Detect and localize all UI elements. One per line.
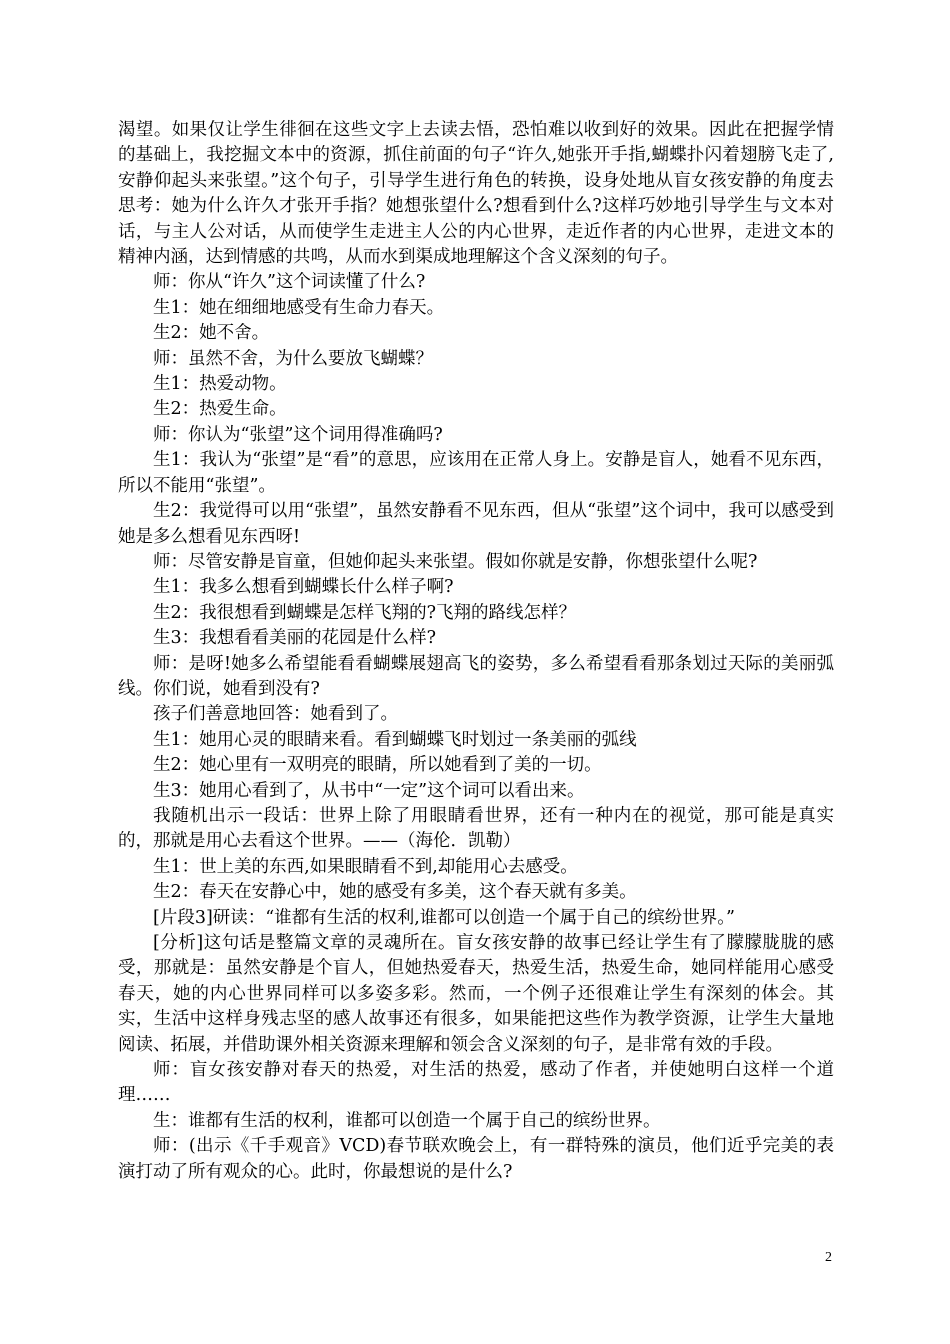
paragraph: 生2：她心里有一双明亮的眼睛，所以她看到了美的一切。 — [153, 755, 602, 776]
paragraph: 师：(出示《千手观音》VCD)春节联欢晚会上，有一群特殊的演员，他们近乎完美的表演打动了所有观众的心。此时，你最想说的是什么? — [118, 1136, 834, 1182]
paragraph: 生2：我觉得可以用“张望”，虽然安静看不见东西，但从“张望”这个词中，我可以感受到她是多么想看见东西呀! — [118, 501, 834, 547]
paragraph: 师：你认为“张望”这个词用得准确吗? — [153, 424, 443, 445]
paragraph: [片段3]研读：“谁都有生活的权利,谁都可以创造一个属于自己的缤纷世界。” — [153, 907, 735, 928]
paragraph: 师：虽然不舍，为什么要放飞蝴蝶？ — [153, 348, 433, 369]
paragraph: 师：你从“许久”这个词读懂了什么? — [153, 272, 426, 293]
paragraph: 生1：热爱动物。 — [153, 374, 287, 395]
paragraph: 生2：春天在安静心中，她的感受有多美，这个春天就有多美。 — [153, 882, 637, 903]
paragraph: 生1：世上美的东西,如果眼睛看不到,却能用心去感受。 — [153, 856, 578, 877]
paragraph: 生1：她在细细地感受有生命力春天。 — [153, 297, 445, 318]
paragraph: 师：尽管安静是盲童，但她仰起头来张望。假如你就是安静，你想张望什么呢? — [153, 551, 758, 572]
paragraph: 生3：她用心看到了，从书中“一定”这个词可以看出来。 — [153, 780, 585, 801]
paragraph: 生2：我很想看到蝴蝶是怎样飞翔的?飞翔的路线怎样？ — [153, 602, 577, 623]
paragraph: 生2：她不舍。 — [153, 323, 270, 344]
paragraph: 师：是呀!她多么希望能看看蝴蝶展翅高飞的姿势，多么希望看看那条划过天际的美丽弧线。你们说，她看到没有? — [118, 653, 834, 699]
paragraph: 我随机出示一段话：世界上除了用眼睛看世界，还有一种内在的视觉，那可能是真实的，那就是用心去看这个世界。——（海伦．凯勒） — [118, 805, 834, 852]
page-body — [118, 118, 834, 1185]
paragraph: 孩子们善意地回答：她看到了。 — [153, 704, 398, 725]
paragraph: 生3：我想看看美丽的花园是什么样? — [153, 628, 437, 649]
paragraph: 生：谁都有生活的权利，谁都可以创造一个属于自己的缤纷世界。 — [153, 1110, 661, 1131]
paragraph: 生1：她用心灵的眼睛来看。看到蝴蝶飞时划过一条美丽的弧线 — [153, 729, 637, 750]
paragraph: 生2：热爱生命。 — [153, 399, 287, 420]
paragraph: 生1：我多么想看到蝴蝶长什么样子啊? — [153, 577, 454, 598]
page-number: 2 — [825, 1250, 832, 1265]
paragraph: 生1：我认为“张望”是“看”的意思，应该用在正常人身上。安静是盲人，她看不见东西，所以不能用“张望”。 — [118, 450, 834, 496]
paragraph: [分析]这句话是整篇文章的灵魂所在。盲女孩安静的故事已经让学生有了朦朦胧胧的感受，那就是：虽然安静是个盲人，但她热爱春天，热爱生活，热爱生命，她同样能用心感受春天，她的内心世界同样可以多姿多彩。然而，一个例子还很难让学生有深刻的体会。其实，生活中这样身残志坚的感人故事还有很多，如果能把这些作为教学资源，让学生大量地阅读、拓展，并借助课外相关资源来理解和领会含义深刻的句子，是非常有效的手段。 — [118, 933, 834, 1055]
paragraph: 渴望。如果仅让学生徘徊在这些文字上去读去悟，恐怕难以收到好的效果。因此在把握学情的基础上，我挖掘文本中的资源，抓住前面的句子“许久,她张开手指,蝴蝶扑闪着翅膀飞走了,安静仰起头来张望。”这个句子，引导学生进行角色的转换，设身处地从盲女孩安静的角度去思考：她为什么许久才张开手指？她想张望什么?想看到什么?这样巧妙地引导学生与文本对话，与主人公对话，从而使学生走进主人公的内心世界，走近作者的内心世界，走进文本的精神内涵，达到情感的共鸣，从而水到渠成地理解这个含义深刻的句子。 — [118, 120, 834, 268]
paragraph: 师：盲女孩安静对春天的热爱，对生活的热爱，感动了作者，并使她明白这样一个道理…… — [118, 1060, 834, 1106]
